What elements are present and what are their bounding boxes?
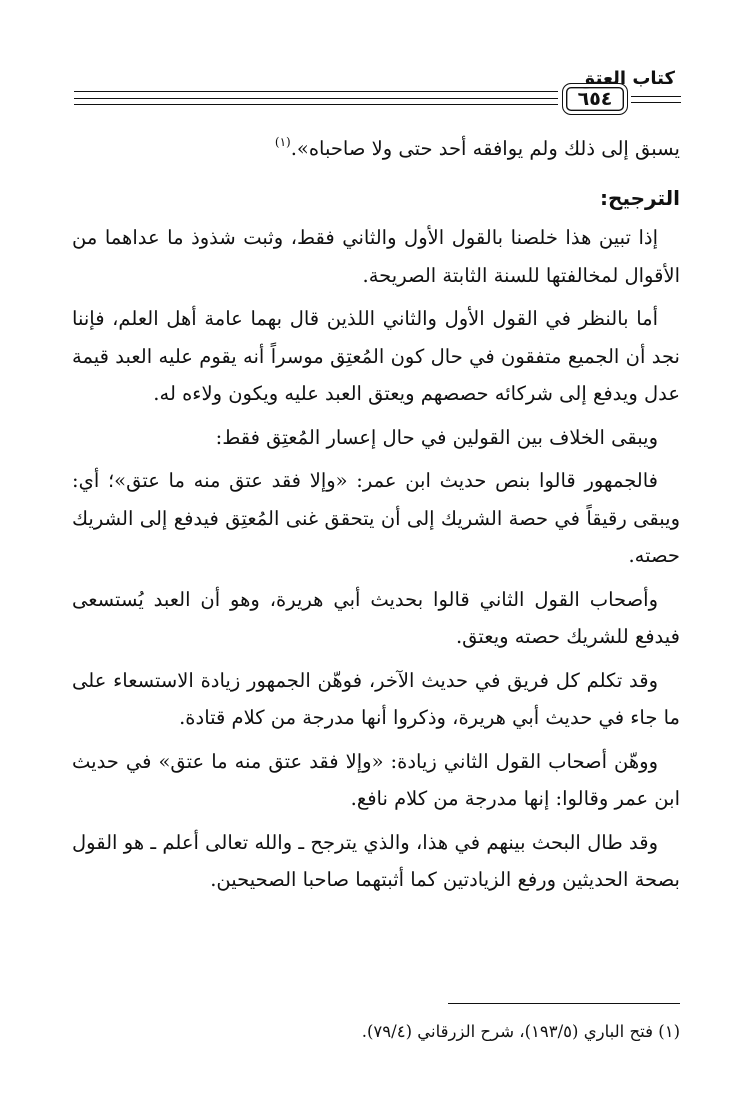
paragraph-text: يسبق إلى ذلك ولم يوافقه أحد حتى ولا صاحباه». [290, 137, 680, 160]
header-rule [631, 96, 681, 97]
paragraph: أما بالنظر في القول الأول والثاني اللذين قال بهما عامة أهل العلم، فإننا نجد أن الجميع متفقون في حال كون المُعتِق موسراً أنه يقوم عليه العبد قيمة عدل ويدفع إلى شركائه حصصهم ويعتق العبد عليه ويكون ولاءه له. [72, 307, 680, 405]
paragraph: إذا تبين هذا خلصنا بالقول الأول والثاني فقط، وثبت شذوذ ما عداهما من الأقوال لمخالفتها للسنة الثابتة الصريحة. [72, 226, 680, 287]
running-header-title: كتاب العتق [579, 68, 675, 89]
paragraph: ويبقى الخلاف بين القولين في حال إعسار المُعتِق فقط: [215, 425, 658, 449]
paragraph: ووهّن أصحاب القول الثاني زيادة: «وإلا فقد عتق منه ما عتق» في حديث ابن عمر وقالوا: إنها مدرجة من كلام نافع. [72, 749, 680, 810]
main-text [72, 130, 680, 905]
section-heading: الترجيح: [600, 185, 680, 210]
page-number-box [562, 83, 628, 115]
paragraph [72, 130, 680, 168]
paragraph: فالجمهور قالوا بنص حديث ابن عمر: «وإلا فقد عتق منه ما عتق»؛ أي: ويبقى رقيقاً في حصة الشريك إلى أن يتحقق غنى المُعتِق فيدفع إلى الشريك حصته. [72, 469, 680, 567]
header-rule [74, 104, 558, 105]
footnote: (١) فتح الباري (١٩٣/٥)، شرح الزرقاني (٧٩/٤). [361, 1022, 680, 1041]
page-number: ٦٥٤ [577, 88, 613, 110]
footnote-ref[interactable]: (١) [274, 135, 291, 149]
paragraph: وقد تكلم كل فريق في حديث الآخر، فوهّن الجمهور زيادة الاستسعاء على ما جاء في حديث أبي هريرة، وذكروا أنها مدرجة من كلام قتادة. [72, 668, 680, 729]
paragraph: وأصحاب القول الثاني قالوا بحديث أبي هريرة، وهو أن العبد يُستسعى فيدفع للشريك حصته ويعتق. [72, 587, 680, 648]
footnote-separator [448, 1003, 680, 1004]
header-rule [74, 98, 558, 99]
paragraph: وقد طال البحث بينهم في هذا، والذي يترجح ـ والله تعالى أعلم ـ هو القول بصحة الحديثين ورفع الزيادتين كما أثبتهما صاحبا الصحيحين. [72, 830, 680, 891]
header-rule [74, 91, 558, 92]
header-rule [631, 102, 681, 103]
